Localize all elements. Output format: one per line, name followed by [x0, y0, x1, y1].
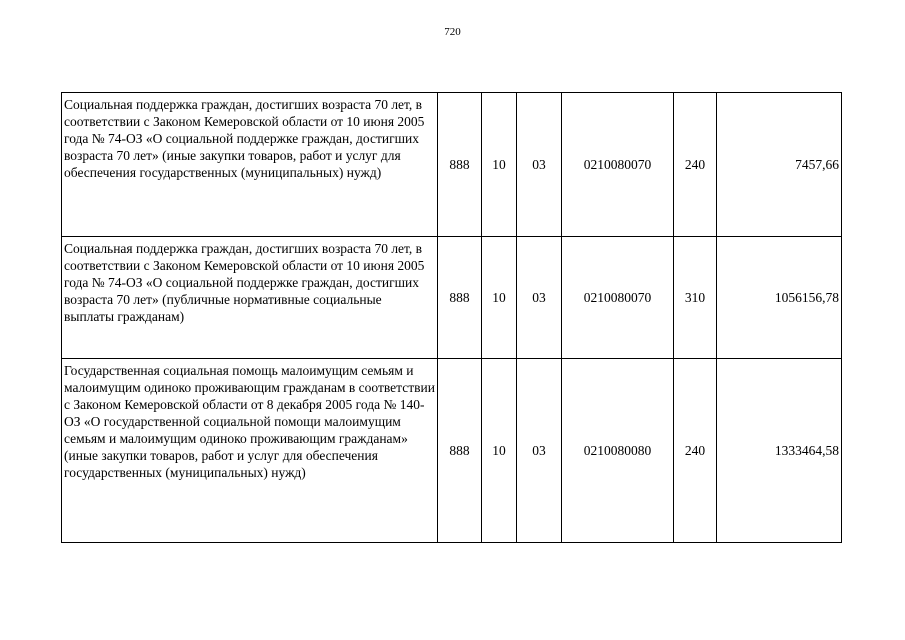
- target-article-code: 0210080070: [562, 237, 674, 359]
- expense-type-code: 240: [674, 93, 717, 237]
- budget-table: [61, 92, 842, 543]
- target-article-code: 0210080080: [562, 359, 674, 543]
- row-description: Государственная социальная помощь малоимущим семьям и малоимущим одиноко проживающим гражданам в соответствии с Законом Кемеровской области от 8 декабря 2005 года № 140-ОЗ «О государственной социальной помощи малоимущим семьям и малоимущим одиноко проживающим гражданам» (иные закупки товаров, работ и услуг для обеспечения государственных (муниципальных) нужд): [62, 359, 438, 543]
- expense-type-code: 310: [674, 237, 717, 359]
- amount-value: 1056156,78: [717, 237, 842, 359]
- section-code: 10: [482, 93, 517, 237]
- subsection-code: 03: [517, 93, 562, 237]
- page-number: 720: [444, 26, 461, 38]
- table-row: [62, 359, 842, 543]
- ministry-code: 888: [438, 237, 482, 359]
- target-article-code: 0210080070: [562, 93, 674, 237]
- table-row: [62, 237, 842, 359]
- section-code: 10: [482, 237, 517, 359]
- subsection-code: 03: [517, 237, 562, 359]
- row-description: Социальная поддержка граждан, достигших возраста 70 лет, в соответствии с Законом Кемеровской области от 10 июня 2005 года № 74-ОЗ «О социальной поддержке граждан, достигших возраста 70 лет» (публичные нормативные социальные выплаты гражданам): [62, 237, 438, 359]
- amount-value: 1333464,58: [717, 359, 842, 543]
- subsection-code: 03: [517, 359, 562, 543]
- table-row: [62, 93, 842, 237]
- row-description: Социальная поддержка граждан, достигших возраста 70 лет, в соответствии с Законом Кемеровской области от 10 июня 2005 года № 74-ОЗ «О социальной поддержке граждан, достигших возраста 70 лет» (иные закупки товаров, работ и услуг для обеспечения государственных (муниципальных) нужд): [62, 93, 438, 237]
- section-code: 10: [482, 359, 517, 543]
- ministry-code: 888: [438, 93, 482, 237]
- expense-type-code: 240: [674, 359, 717, 543]
- amount-value: 7457,66: [717, 93, 842, 237]
- ministry-code: 888: [438, 359, 482, 543]
